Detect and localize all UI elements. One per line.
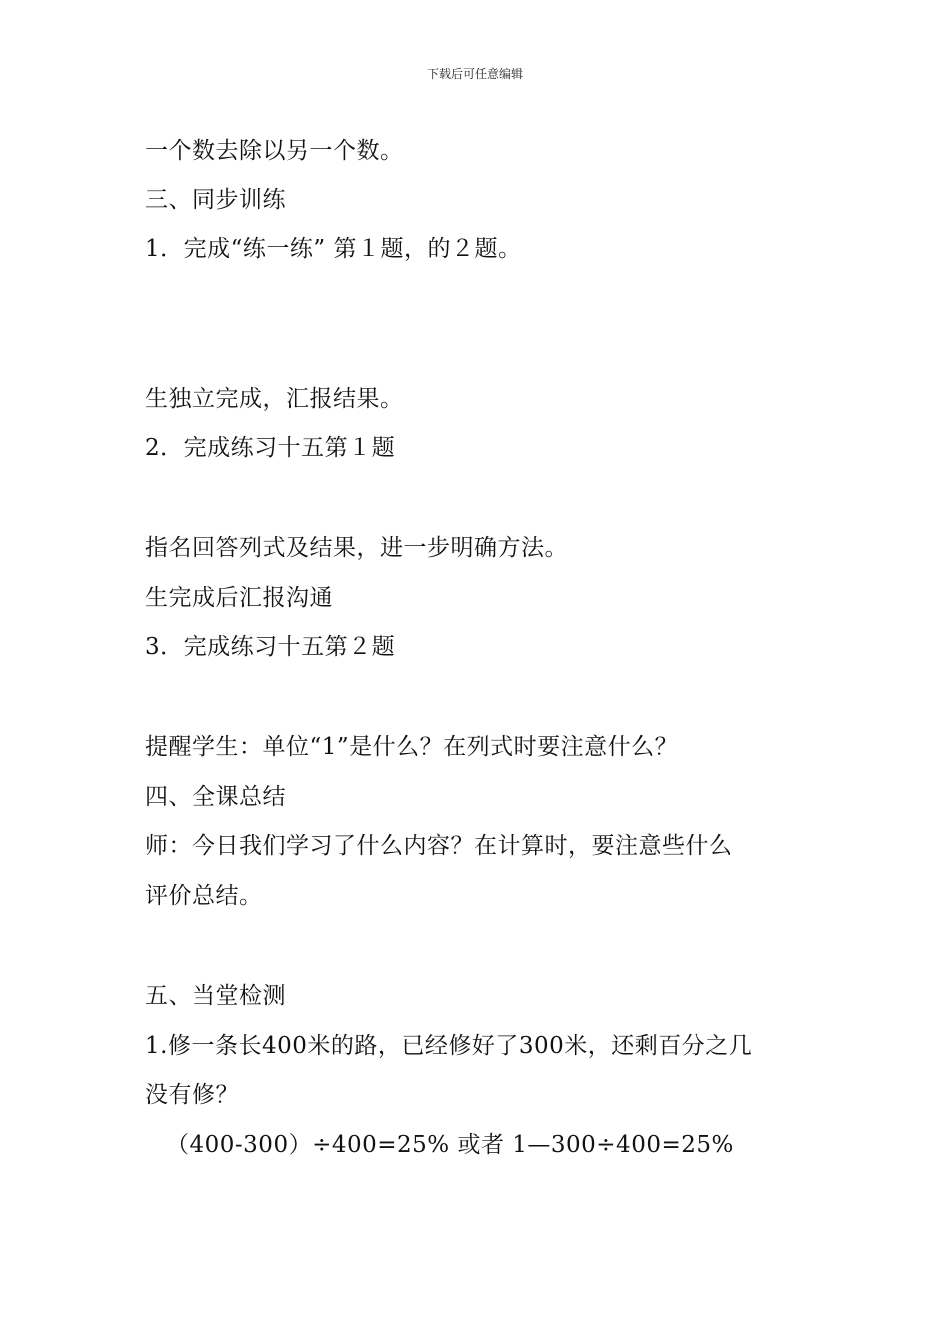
text-line: 没有修？ <box>145 1082 239 1108</box>
section-heading: 五、当堂检测 <box>145 983 286 1009</box>
text-line: 师：今日我们学习了什么内容？在计算时，要注意些什么 <box>145 833 733 859</box>
text-line: 评价总结。 <box>145 883 263 909</box>
text-line: 2．完成练习十五第１题 <box>145 435 396 461</box>
text-line: 一个数去除以另一个数。 <box>145 138 404 164</box>
text-line: 1．完成“练一练” 第１题，的２题。 <box>145 236 522 262</box>
text-line: 指名回答列式及结果，进一步明确方法。 <box>145 535 568 561</box>
text-line: 1.修一条长400米的路，已经修好了300米，还剩百分之几 <box>145 1033 753 1059</box>
section-heading: 三、同步训练 <box>145 187 286 213</box>
text-line: 提醒学生：单位“1”是什么？在列式时要注意什么？ <box>145 734 679 760</box>
text-line: 3．完成练习十五第２题 <box>145 634 396 660</box>
text-line: 生完成后汇报沟通 <box>145 585 333 611</box>
text-line: 生独立完成，汇报结果。 <box>145 386 404 412</box>
section-heading: 四、全课总结 <box>145 784 286 810</box>
formula-line: （400-300）÷400=25% 或者 1—300÷400=25% <box>166 1132 734 1158</box>
page-header: 下载后可任意编辑 <box>426 67 523 81</box>
